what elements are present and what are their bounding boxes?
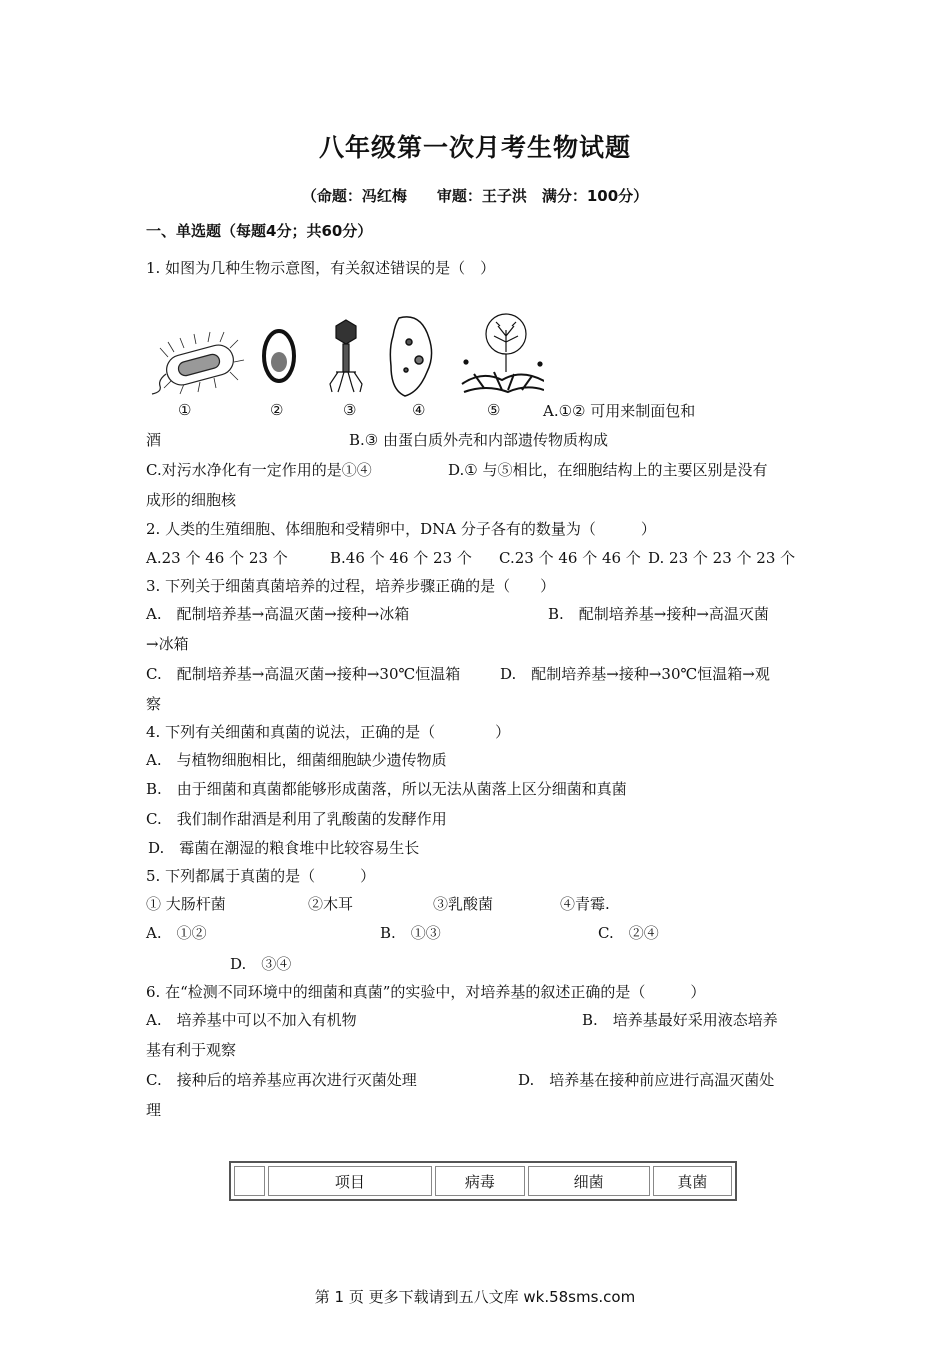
q5-stem: 5. 下列都属于真菌的是（ ） bbox=[146, 867, 376, 885]
q2-option-b: B.46 个 46 个 23 个 bbox=[330, 549, 472, 567]
q4-option-d: D. 霉菌在潮湿的粮食堆中比较容易生长 bbox=[148, 839, 420, 857]
table-header-virus: 病毒 bbox=[435, 1166, 524, 1196]
q4-stem: 4. 下列有关细菌和真菌的说法，正确的是（ ） bbox=[146, 723, 511, 741]
figure-label-4: ④ bbox=[412, 401, 426, 419]
figure-label-3: ③ bbox=[343, 401, 357, 419]
table-header-row bbox=[234, 1166, 732, 1196]
q6-stem: 6. 在“检测不同环境中的细菌和真菌”的实验中，对培养基的叙述正确的是（ ） bbox=[146, 983, 706, 1001]
q4-option-b: B. 由于细菌和真菌都能够形成菌落，所以无法从菌落上区分细菌和真菌 bbox=[146, 780, 627, 798]
q5-option-a: A. ①② bbox=[146, 924, 207, 942]
q5-item-2: ②木耳 bbox=[308, 895, 354, 913]
organism-figure bbox=[144, 312, 544, 398]
q4-option-a: A. 与植物细胞相比，细菌细胞缺少遗传物质 bbox=[146, 751, 447, 769]
q1-option-c: C.对污水净化有一定作用的是①④ bbox=[146, 461, 372, 479]
q2-option-a: A.23 个 46 个 23 个 bbox=[146, 549, 288, 567]
q6-option-d-cont: 理 bbox=[146, 1101, 162, 1119]
q3-option-b: B. 配制培养基→接种→高温灭菌 bbox=[548, 605, 769, 623]
q3-stem: 3. 下列关于细菌真菌培养的过程，培养步骤正确的是（ ） bbox=[146, 577, 556, 595]
virus-image bbox=[330, 320, 362, 392]
q1-option-d-cont: 成形的细胞核 bbox=[146, 491, 237, 509]
q3-option-b-cont: →冰箱 bbox=[146, 635, 189, 653]
q5-item-3: ③乳酸菌 bbox=[433, 895, 494, 913]
q2-option-c: C.23 个 46 个 46 个 bbox=[499, 549, 641, 567]
q1-option-d: D.① 与⑤相比，在细胞结构上的主要区别是没有 bbox=[448, 461, 768, 479]
q6-option-a: A. 培养基中可以不加入有机物 bbox=[146, 1011, 357, 1029]
q1-stem: 1. 如图为几种生物示意图，有关叙述错误的是（ ） bbox=[146, 259, 496, 277]
q6-option-d: D. 培养基在接种前应进行高温灭菌处 bbox=[518, 1071, 775, 1089]
q2-stem: 2. 人类的生殖细胞、体细胞和受精卵中，DNA 分子各有的数量为（ ） bbox=[146, 520, 656, 538]
table-header-fungi: 真菌 bbox=[653, 1166, 732, 1196]
q3-option-d: D. 配制培养基→接种→30℃恒温箱→观 bbox=[500, 665, 770, 683]
q6-option-b: B. 培养基最好采用液态培养 bbox=[582, 1011, 778, 1029]
q6-option-b-cont: 基有利于观察 bbox=[146, 1041, 237, 1059]
q5-item-1: ① 大肠杆菌 bbox=[146, 895, 226, 913]
page-title: 八年级第一次月考生物试题 bbox=[318, 133, 631, 162]
figure-label-2: ② bbox=[270, 401, 284, 419]
q2-option-d: D. 23 个 23 个 23 个 bbox=[648, 549, 796, 567]
q3-option-a: A. 配制培养基→高温灭菌→接种→冰箱 bbox=[146, 605, 410, 623]
bacterium-image bbox=[152, 332, 244, 394]
q1-option-a: A.①② 可用来制面包和 bbox=[543, 402, 696, 420]
q5-option-b: B. ①③ bbox=[380, 924, 441, 942]
q3-option-d-cont: 察 bbox=[146, 695, 162, 713]
mold-image bbox=[462, 314, 544, 392]
table-header-item: 项目 bbox=[268, 1166, 433, 1196]
q3-option-c: C. 配制培养基→高温灭菌→接种→30℃恒温箱 bbox=[146, 665, 461, 683]
q6-option-c: C. 接种后的培养基应再次进行灭菌处理 bbox=[146, 1071, 417, 1089]
q5-item-4: ④青霉. bbox=[560, 895, 610, 913]
q4-option-c: C. 我们制作甜酒是利用了乳酸菌的发酵作用 bbox=[146, 810, 447, 828]
paramecium-image bbox=[390, 317, 431, 396]
table-header-blank bbox=[234, 1166, 265, 1196]
yeast-image bbox=[264, 331, 294, 381]
comparison-table bbox=[229, 1161, 737, 1201]
q5-option-c: C. ②④ bbox=[598, 924, 659, 942]
subtitle: （命题：冯红梅 审题：王子洪 满分：100分） bbox=[301, 187, 649, 205]
figure-label-1: ① bbox=[178, 401, 192, 419]
q1-option-a-cont: 酒 bbox=[146, 431, 162, 449]
section-heading: 一、单选题（每题4分；共60分） bbox=[146, 222, 373, 240]
figure-label-5: ⑤ bbox=[487, 401, 501, 419]
q5-option-d: D. ③④ bbox=[230, 955, 292, 973]
table-header-bacteria: 细菌 bbox=[528, 1166, 650, 1196]
q1-option-b: B.③ 由蛋白质外壳和内部遗传物质构成 bbox=[349, 431, 609, 449]
page-footer: 第 1 页 更多下载请到五八文库 wk.58sms.com bbox=[314, 1288, 636, 1306]
